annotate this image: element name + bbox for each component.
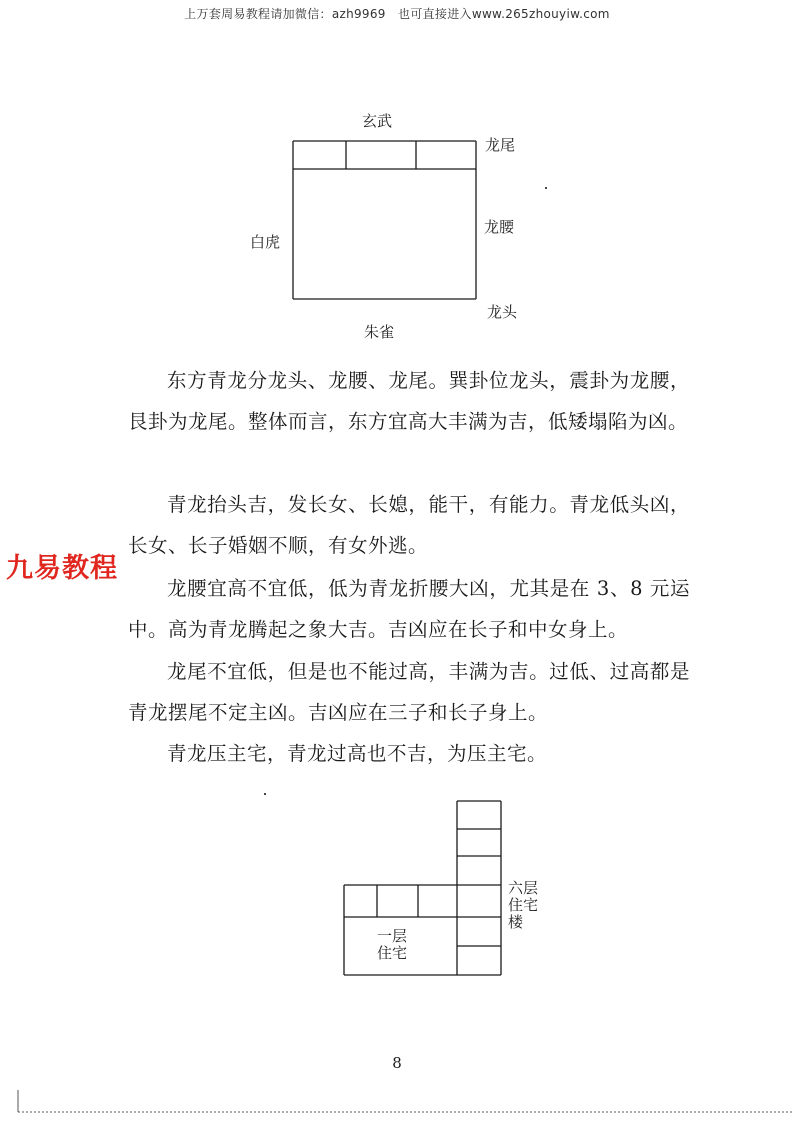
xuanwu-label: 玄武	[362, 112, 393, 130]
paragraph-5: 青龙压主宅，青龙过高也不吉，为压主宅。	[167, 742, 548, 765]
baihu-label: 白虎	[250, 233, 281, 251]
dragon-tail-label: 龙尾	[485, 136, 516, 154]
small-house-line1: 一层	[377, 927, 408, 945]
paragraph-2: 青龙抬头吉，发长女、长媳，能干，有能力。青龙低头凶，长女、长子婚姻不顺，有女外逃。	[128, 493, 690, 557]
watermark-logo: 九易教程	[6, 553, 118, 584]
paragraph-4: 龙尾不宜低，但是也不能过高，丰满为吉。过低、过高都是青龙摆尾不定主凶。吉凶应在三子和长子身上。	[128, 660, 690, 724]
paragraph-3: 龙腰宜高不宜低，低为青龙折腰大凶，尤其是在 3、8 元运中。高为青龙腾起之象大吉。吉凶应在长子和中女身上。	[128, 577, 690, 641]
page-number: 8	[392, 1054, 402, 1072]
small-house-line2: 住宅	[377, 944, 408, 962]
six-storey-building-label: 六层住宅楼	[508, 879, 539, 931]
dragon-waist-label: 龙腰	[484, 218, 515, 236]
header-banner: 上万套周易教程请加微信：azh9969 也可直接进入www.265zhouyiw.com	[184, 7, 610, 21]
zhuque-label: 朱雀	[364, 323, 395, 341]
paragraph-1: 东方青龙分龙头、龙腰、龙尾。巽卦位龙头，震卦为龙腰，艮卦为龙尾。整体而言，东方宜高大丰满为吉，低矮塌陷为凶。	[128, 369, 690, 433]
dragon-head-label: 龙头	[487, 303, 518, 321]
